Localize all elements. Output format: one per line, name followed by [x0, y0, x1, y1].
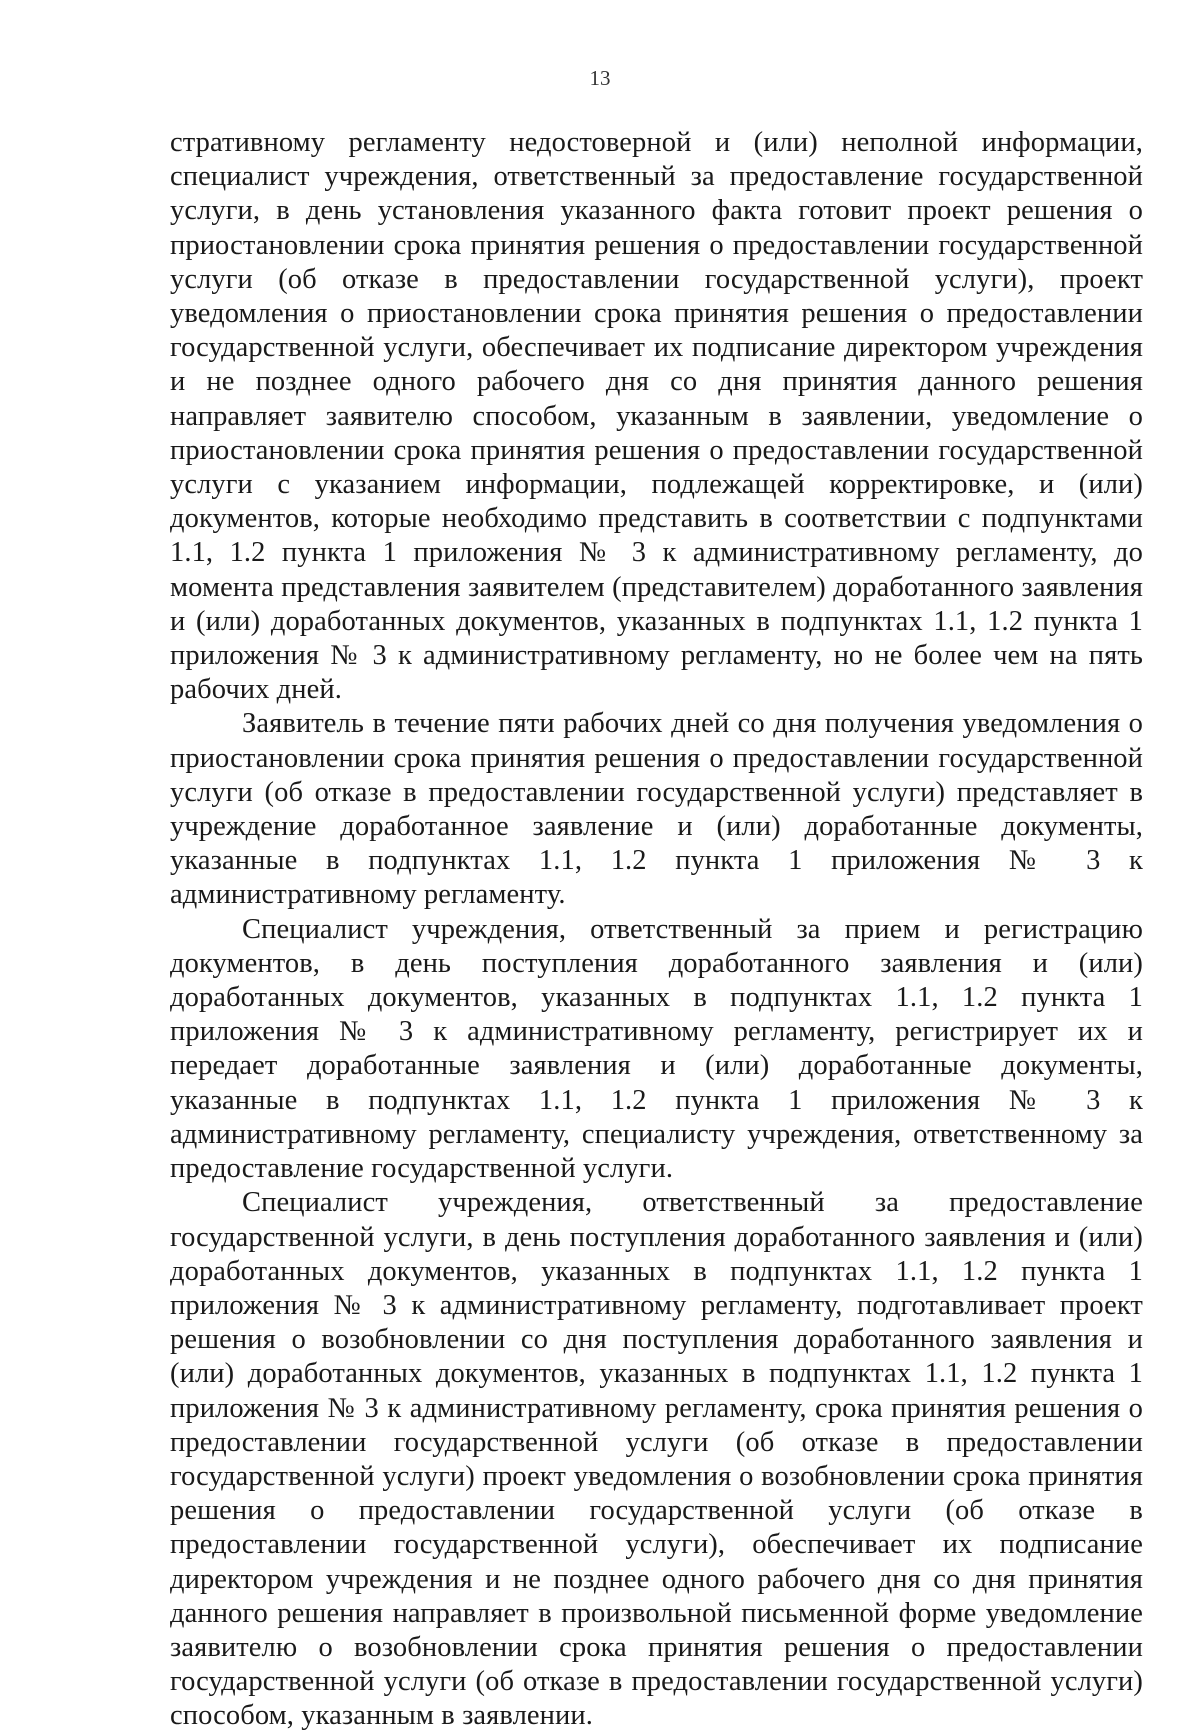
paragraph-registration: Специалист учреждения, ответственный за прием и регистрацию документов, в день поступления доработанного заявления и (или) доработанных документов, указанных в подпунктах 1.1, 1.2 пункта 1 приложения № 3 к административному регламенту, регистрирует их и передает доработанные заявления и (или) доработанные документы, указанные в подпунктах 1.1, 1.2 пункта 1 приложения № 3 к административному регламенту, специалисту учреждения, ответственному за предоставление государственной услуги. — [170, 913, 1143, 1185]
paragraph-resumption: Специалист учреждения, ответственный за предоставление государственной услуги, в день поступления доработанного заявления и (или) доработанных документов, указанных в подпунктах 1.1, 1.2 пункта 1 приложения № 3 к административному регламенту, подготавливает проект решения о возобновлении со дня поступления доработанного заявления и (или) доработанных документов, указанных в подпунктах 1.1, 1.2 пункта 1 приложения № 3 к административному регламенту, срока принятия решения о предоставлении государственной услуги (об отказе в предоставлении государственной услуги) проект уведомления о возобновлении срока принятия решения о предоставлении государственной услуги (об отказе в предоставлении государственной услуги), обеспечивает их подписание директором учреждения и не позднее одного рабочего дня со дня принятия данного решения направляет в произвольной письменной форме уведомление заявителю о возобновлении срока принятия решения о предоставлении государственной услуги (об отказе в предоставлении государственной услуги) способом, указанным в заявлении. — [170, 1187, 1143, 1732]
paragraph-continuation: стративному регламенту недостоверной и (или) неполной информации, специалист учреждения, ответственный за предоставление государственной услуги, в день установления указанного факта готовит проект решения о приостановлении срока принятия решения о предоставлении государственной услуги (об отказе в предоставлении государственной услуги), проект уведомления о приостановлении срока принятия решения о предоставлении государственной услуги, обеспечивает их подписание директором учреждения и не позднее одного рабочего дня со дня принятия данного решения направляет заявителю способом, указанным в заявлении, уведомление о приостановлении срока принятия решения о предоставлении государственной услуги с указанием информации, подлежащей корректировке, и (или) документов, которые необходимо представить в соответствии с подпунктами 1.1, 1.2 пункта 1 приложения № 3 к административному регламенту, до момента представления заявителем (представителем) доработанного заявления и (или) доработанных документов, указанных в подпунктах 1.1, 1.2 пункта 1 приложения № 3 к административному регламенту, но не более чем на пять рабочих дней. — [170, 127, 1143, 706]
document-body — [170, 126, 1143, 1734]
page-number: 13 — [589, 66, 611, 90]
paragraph-applicant-submission: Заявитель в течение пяти рабочих дней со дня получения уведомления о приостановлении срока принятия решения о предоставлении государственной услуги (об отказе в предоставлении государственной услуги) представляет в учреждение доработанное заявление и (или) доработанные документы, указанные в подпунктах 1.1, 1.2 пункта 1 приложения № 3 к административному регламенту. — [170, 708, 1143, 911]
